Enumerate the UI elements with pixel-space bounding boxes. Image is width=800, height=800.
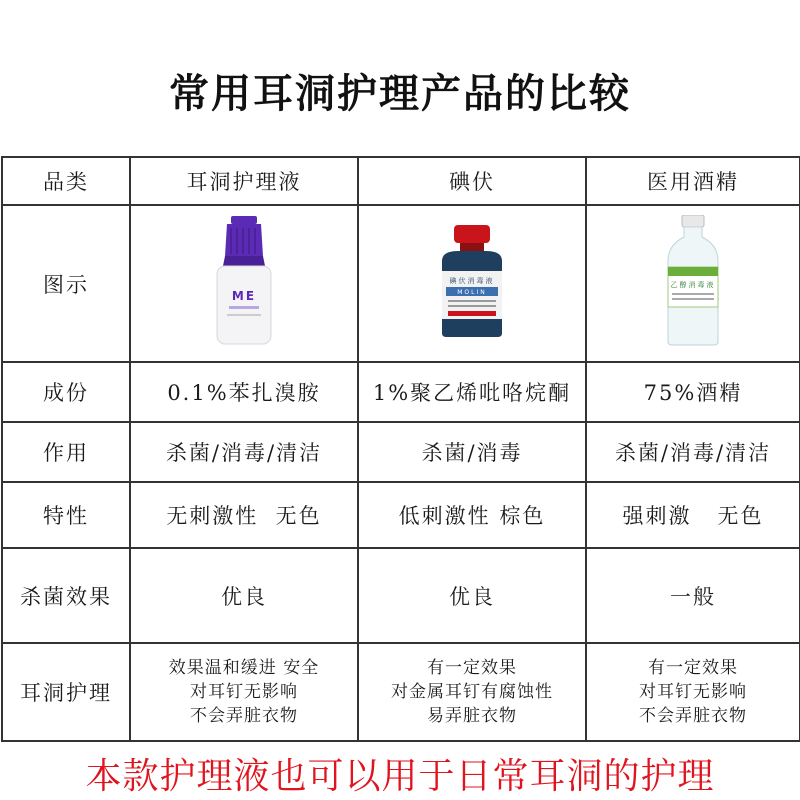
image-row xyxy=(2,205,800,362)
row-label-image: 图示 xyxy=(2,205,130,362)
cell-care-1 xyxy=(130,643,358,741)
cell-property-1: 无刺激性 无色 xyxy=(130,482,358,548)
page-title: 常用耳洞护理产品的比较 xyxy=(169,71,631,117)
image-cell-alcohol xyxy=(586,205,800,362)
iodophor-bottle-image xyxy=(430,225,514,337)
cell-function-1: 杀菌/消毒/清洁 xyxy=(130,422,358,482)
care-2-line-2: 对金属耳钉有腐蚀性 xyxy=(391,682,553,702)
care-2-line-1: 有一定效果 xyxy=(427,658,517,678)
cell-efficacy-3: 一般 xyxy=(586,548,800,643)
table-row xyxy=(2,643,800,741)
cell-property-2: 低刺激性 棕色 xyxy=(358,482,586,548)
cell-ingredient-1: 0.1%苯扎溴胺 xyxy=(130,362,358,422)
care-1-line-1: 效果温和缓进 安全 xyxy=(168,658,320,678)
header-category: 品类 xyxy=(2,157,130,205)
comparison-table xyxy=(1,156,800,742)
table-row xyxy=(2,362,800,422)
care-3-line-2: 对耳钉无影响 xyxy=(639,682,747,702)
alcohol-bottle-image xyxy=(658,215,728,347)
iodophor-brand-text: MOLIN xyxy=(457,289,487,296)
footer-note: 本款护理液也可以用于日常耳洞的护理 xyxy=(85,756,715,797)
header-iodophor: 碘伏 xyxy=(358,157,586,205)
image-cell-ear-care xyxy=(130,205,358,362)
table-header-row xyxy=(2,157,800,205)
care-2-line-3: 易弄脏衣物 xyxy=(427,706,517,726)
alcohol-name-text: 乙醇消毒液 xyxy=(670,281,716,289)
care-1-line-3: 不会弄脏衣物 xyxy=(190,706,298,726)
cell-care-2 xyxy=(358,643,586,741)
cell-function-3: 杀菌/消毒/清洁 xyxy=(586,422,800,482)
table-row xyxy=(2,548,800,643)
cell-efficacy-1: 优良 xyxy=(130,548,358,643)
ear-care-brand-text: ME xyxy=(231,289,257,303)
cell-efficacy-2: 优良 xyxy=(358,548,586,643)
cell-care-3 xyxy=(586,643,800,741)
row-label-ingredient: 成份 xyxy=(2,362,130,422)
cell-property-3: 强刺激 无色 xyxy=(586,482,800,548)
care-3-line-1: 有一定效果 xyxy=(648,658,738,678)
iodophor-name-text: 碘伏消毒液 xyxy=(449,277,495,285)
cell-function-2: 杀菌/消毒 xyxy=(358,422,586,482)
cell-ingredient-2: 1%聚乙烯吡咯烷酮 xyxy=(358,362,586,422)
table-row xyxy=(2,482,800,548)
header-medical-alcohol: 医用酒精 xyxy=(586,157,800,205)
row-label-ear-care: 耳洞护理 xyxy=(2,643,130,741)
header-ear-care-solution: 耳洞护理液 xyxy=(130,157,358,205)
care-3-line-3: 不会弄脏衣物 xyxy=(639,706,747,726)
table-row xyxy=(2,422,800,482)
image-cell-iodophor xyxy=(358,205,586,362)
row-label-efficacy: 杀菌效果 xyxy=(2,548,130,643)
row-label-property: 特性 xyxy=(2,482,130,548)
ear-care-bottle-image xyxy=(209,216,279,346)
cell-ingredient-3: 75%酒精 xyxy=(586,362,800,422)
row-label-function: 作用 xyxy=(2,422,130,482)
care-1-line-2: 对耳钉无影响 xyxy=(190,682,298,702)
